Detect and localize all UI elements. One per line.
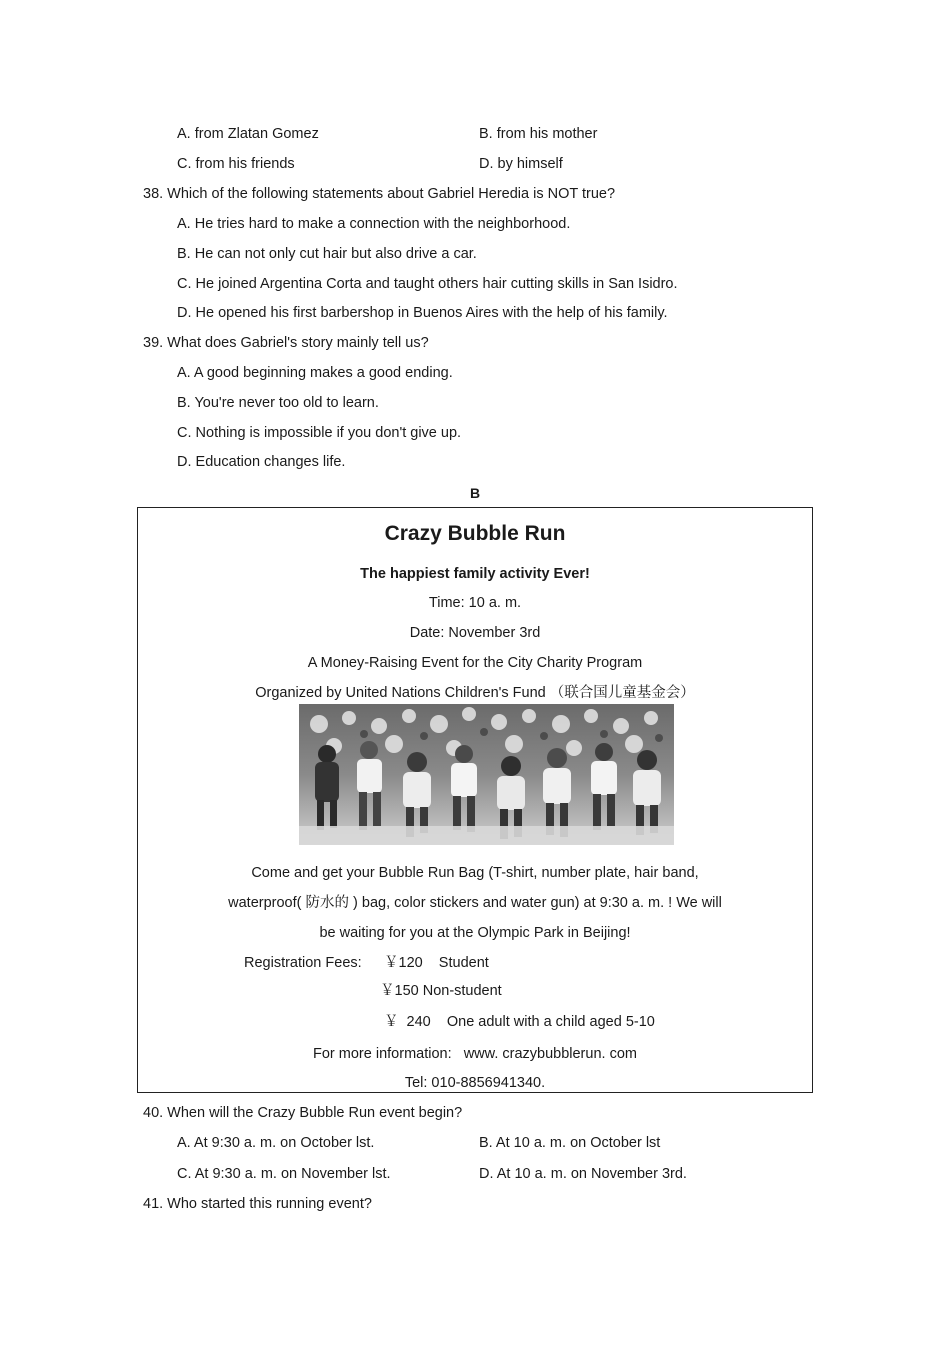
q37-option-d: D. by himself [479, 156, 563, 172]
fee-family: ￥ 240 One adult with a child aged 5-10 [384, 1014, 655, 1030]
ad-tel: Tel: 010-8856941340. [404, 1075, 546, 1091]
q37-option-c: C. from his friends [177, 156, 295, 172]
q40-option-d: D. At 10 a. m. on November 3rd. [479, 1166, 687, 1182]
q40-option-c: C. At 9:30 a. m. on November lst. [177, 1166, 391, 1182]
q39-option-c: C. Nothing is impossible if you don't give up. [177, 425, 462, 441]
q38-option-b: B. He can not only cut hair but also drive a car. [177, 246, 477, 262]
q40-option-a: A. At 9:30 a. m. on October lst. [177, 1135, 375, 1151]
ad-more-info: For more information: www. crazybubblerun. com [313, 1046, 637, 1062]
q38-option-a: A. He tries hard to make a connection with the neighborhood. [177, 216, 571, 232]
ad-time: Time: 10 a. m. [428, 595, 522, 611]
ad-purpose: A Money-Raising Event for the City Charity Program [307, 655, 643, 671]
q39-option-a: A. A good beginning makes a good ending. [177, 365, 453, 381]
ad-title: Crazy Bubble Run [384, 522, 566, 545]
q38-option-d: D. He opened his first barbershop in Buenos Aires with the help of his family. [177, 305, 668, 321]
q40-question: 40. When will the Crazy Bubble Run event begin? [143, 1105, 463, 1121]
q39-question: 39. What does Gabriel's story mainly tell us? [143, 335, 429, 351]
q37-option-a: A. from Zlatan Gomez [177, 126, 319, 142]
fee-student: ￥120 Student [384, 955, 489, 971]
runners-photo [299, 704, 674, 845]
ad-body-line2: waterproof( 防水的 ) bag, color stickers and water gun) at 9:30 a. m. ! We will [228, 895, 722, 911]
section-label: B [469, 485, 481, 501]
ad-organizer: Organized by United Nations Children's Fund （联合国儿童基金会） [255, 685, 695, 701]
q39-option-b: B. You're never too old to learn. [177, 395, 379, 411]
ad-body-line3: be waiting for you at the Olympic Park in Beijing! [319, 925, 631, 941]
ad-body-line1: Come and get your Bubble Run Bag (T-shirt, number plate, hair band, [251, 865, 699, 881]
ad-date: Date: November 3rd [409, 625, 541, 641]
q38-question: 38. Which of the following statements about Gabriel Heredia is NOT true? [143, 186, 616, 202]
q40-option-b: B. At 10 a. m. on October lst [479, 1135, 661, 1151]
q39-option-d: D. Education changes life. [177, 454, 346, 470]
q41-question: 41. Who started this running event? [143, 1196, 372, 1212]
q38-option-c: C. He joined Argentina Corta and taught others hair cutting skills in San Isidro. [177, 276, 678, 292]
q37-option-b: B. from his mother [479, 126, 598, 142]
fee-non-student: ￥150 Non-student [380, 983, 502, 999]
fees-label: Registration Fees: [244, 955, 362, 971]
ad-tagline: The happiest family activity Ever! [360, 566, 590, 582]
